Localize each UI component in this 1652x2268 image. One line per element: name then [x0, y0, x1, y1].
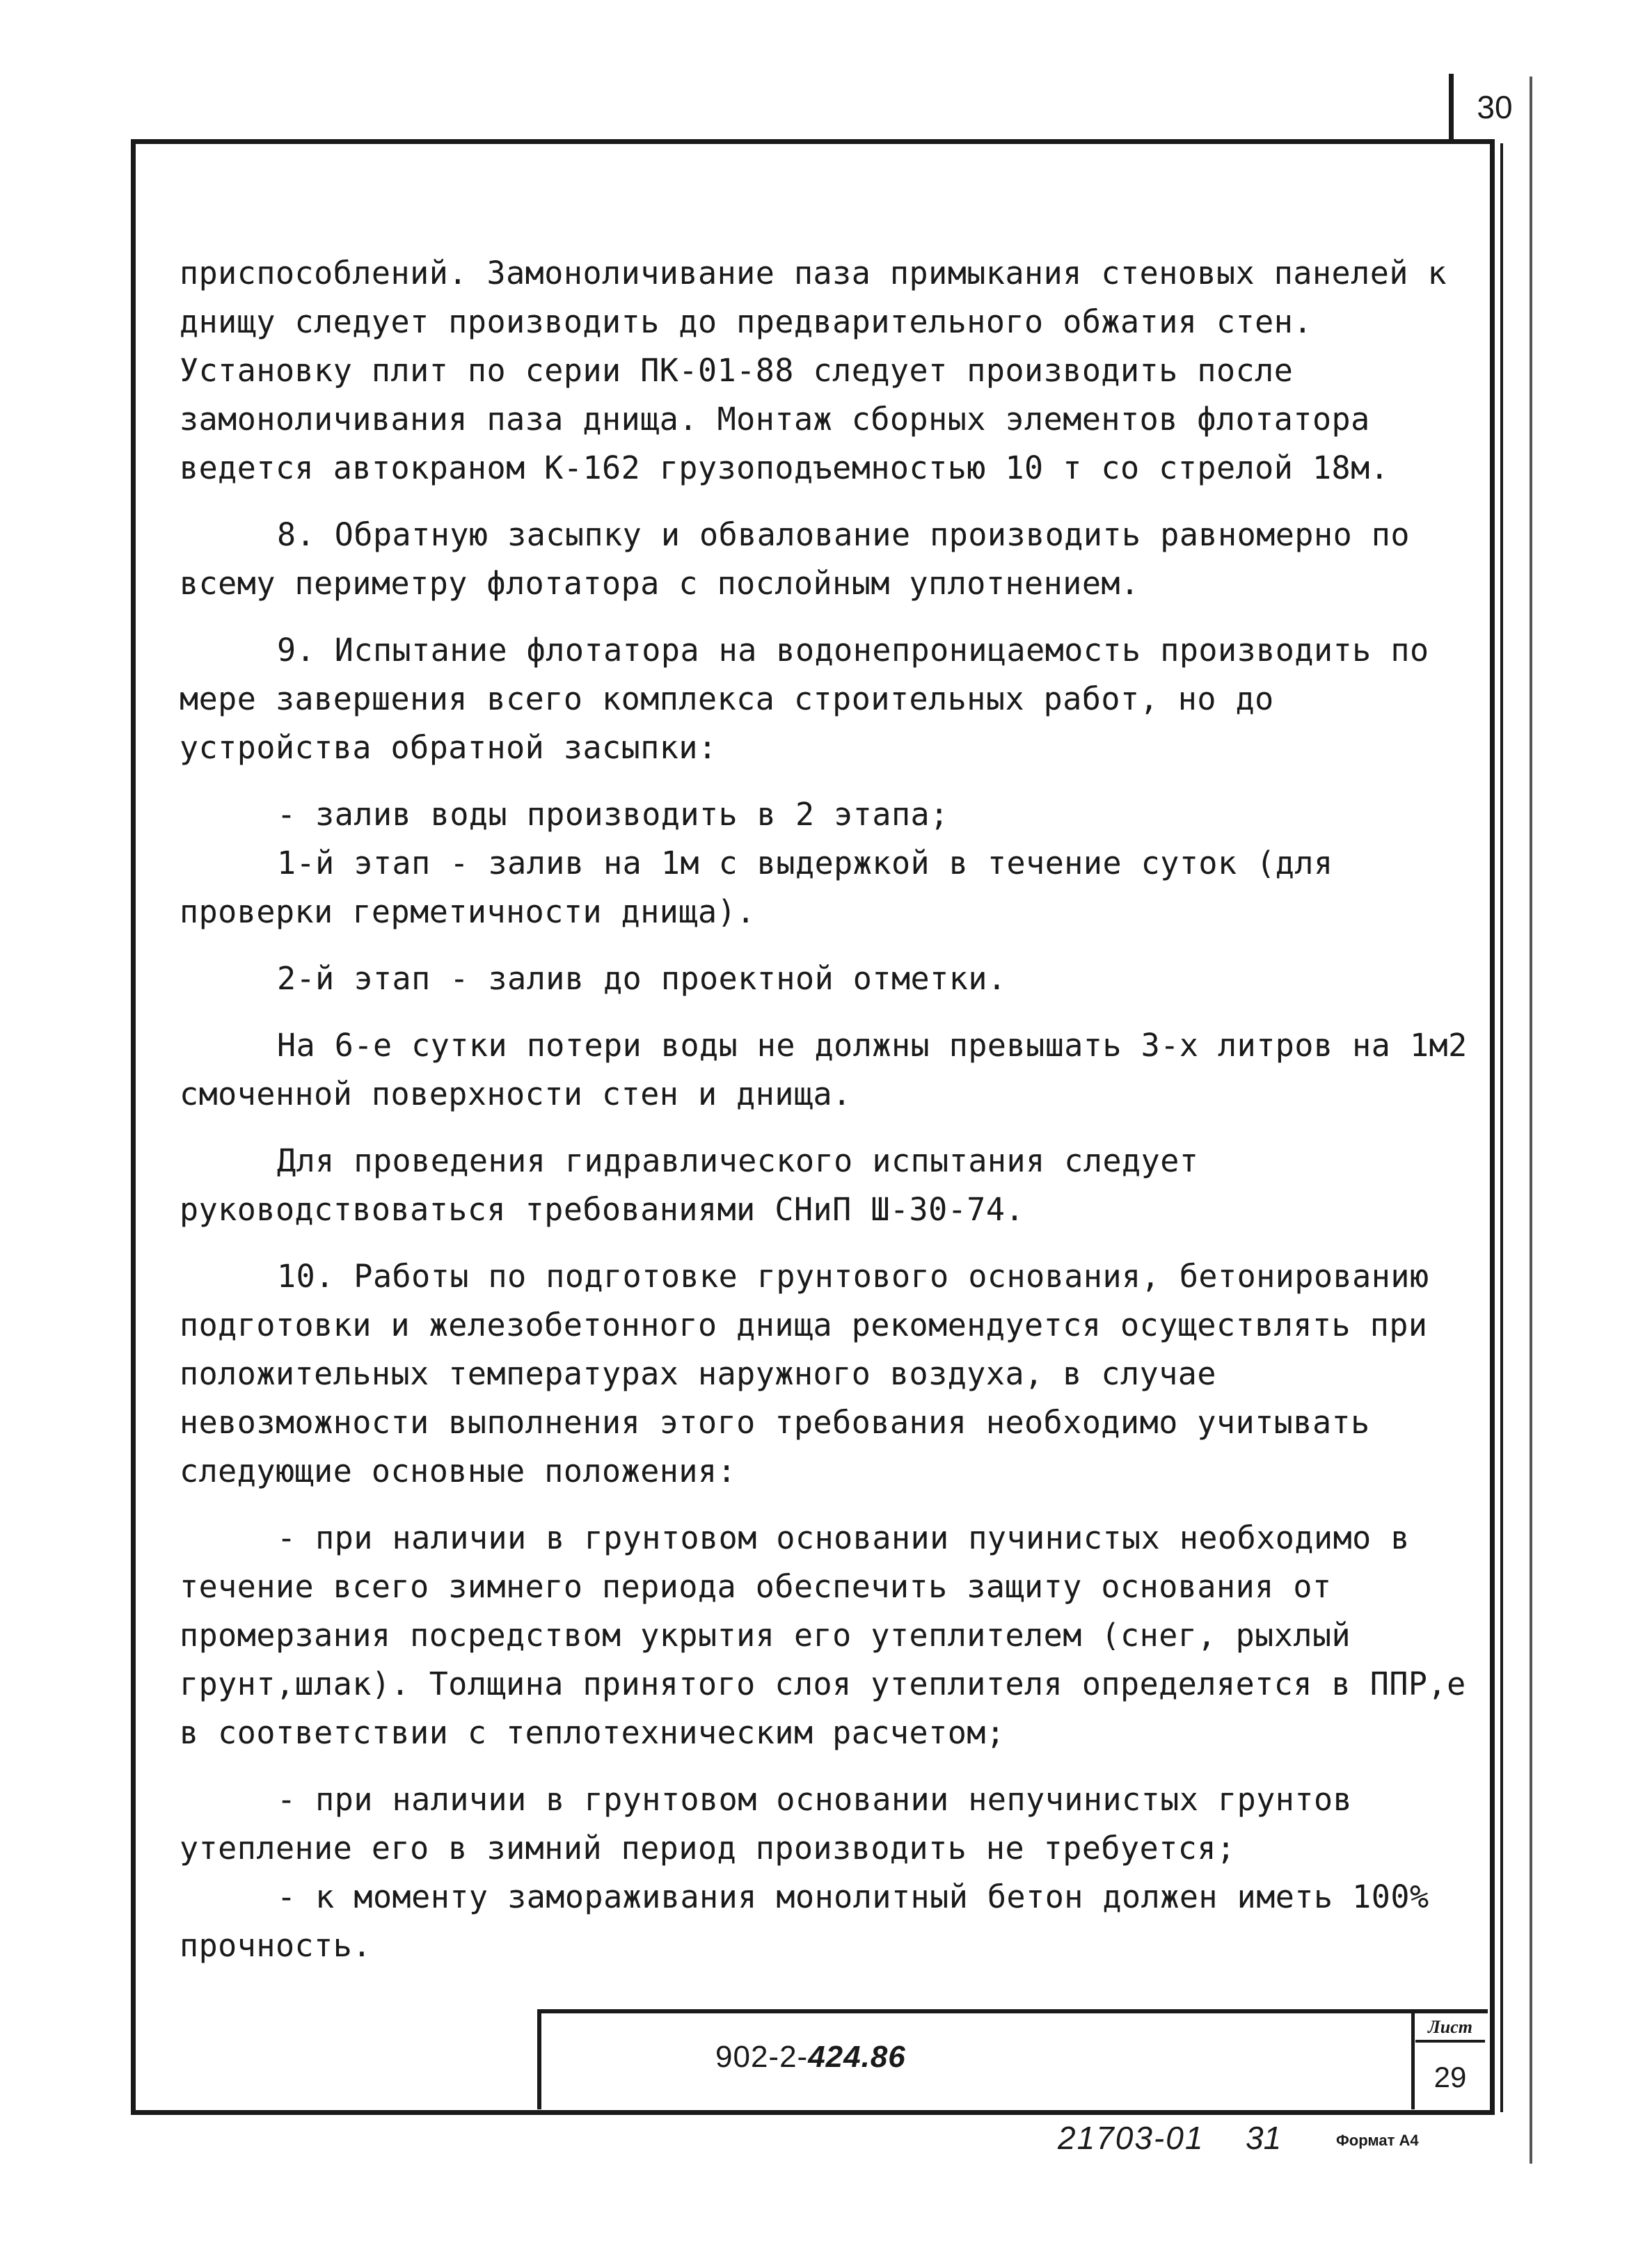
frame-double-line	[1500, 143, 1503, 2112]
document-code-suffix: 424.86	[808, 2040, 906, 2074]
sheet-number: 29	[1433, 2061, 1467, 2093]
sheet-label: Лист	[1415, 2015, 1485, 2043]
document-code-prefix: 902-2-	[715, 2040, 809, 2074]
paragraph: 9. Испытание флотатора на водонепроницаемость производить по мере завершения всего комплекса строительных работ, но до устройства обратной засыпки:	[180, 632, 1429, 766]
copy-number: 31	[1246, 2120, 1282, 2156]
paragraph: - к моменту замораживания монолитный бетон должен иметь 100% прочность.	[180, 1878, 1429, 1964]
format-label: Формат А4	[1336, 2132, 1419, 2149]
inventory-number: 21703-01	[1058, 2120, 1205, 2156]
paragraph: - при наличии в грунтовом основании непучинистых грунтов утепление его в зимний период производить не требуется;	[180, 1781, 1353, 1867]
document-body	[180, 249, 1474, 1988]
paragraph: 10. Работы по подготовке грунтового основания, бетонированию подготовки и железобетонного днища рекомендуется осуществлять при положительных температурах наружного воздуха, в случае невозможности выполнения этого требования необходимо учитывать следующие основные положения:	[180, 1258, 1429, 1490]
paragraph: - залив воды производить в 2 этапа;	[277, 796, 949, 833]
paragraph: 1-й этап - залив на 1м с выдержкой в течение суток (для проверки герметичности днища).	[180, 845, 1333, 930]
paragraph: На 6-е сутки потери воды не должны превышать 3-х литров на 1м2 смоченной поверхности стен и днища.	[180, 1027, 1468, 1112]
margin-line	[1530, 77, 1532, 2164]
page-number: 30	[1449, 74, 1536, 141]
document-code	[715, 2040, 906, 2075]
paragraph: - при наличии в грунтовом основании пучинистых необходимо в течение всего зимнего периода обеспечить защиту основания от промерзания посредством укрытия его утеплителем (снег, рыхлый грунт,шлак). Толщина принятого слоя утеплителя определяется в ППР,е в соответствии с теплотехническим расчетом;	[180, 1519, 1466, 1751]
paragraph: приспособлений. Замоноличивание паза примыкания стеновых панелей к днищу следует производить до предварительного обжатия стен. Установку плит по серии ПК-01-88 следует производить после замоноличивания паза днища. Монтаж сборных элементов флотатора ведется автокраном К-162 грузоподъемностью 10 т со стрелой 18м.	[180, 255, 1447, 486]
paragraph: 2-й этап - залив до проектной отметки.	[277, 960, 1007, 997]
paragraph: 8. Обратную засыпку и обвалование производить равномерно по всему периметру флотатора с послойным уплотнением.	[180, 516, 1410, 602]
paragraph: Для проведения гидравлического испытания следует руководствоваться требованиями СНиП Ш-30-74.	[180, 1142, 1199, 1228]
title-block	[537, 2009, 1488, 2109]
